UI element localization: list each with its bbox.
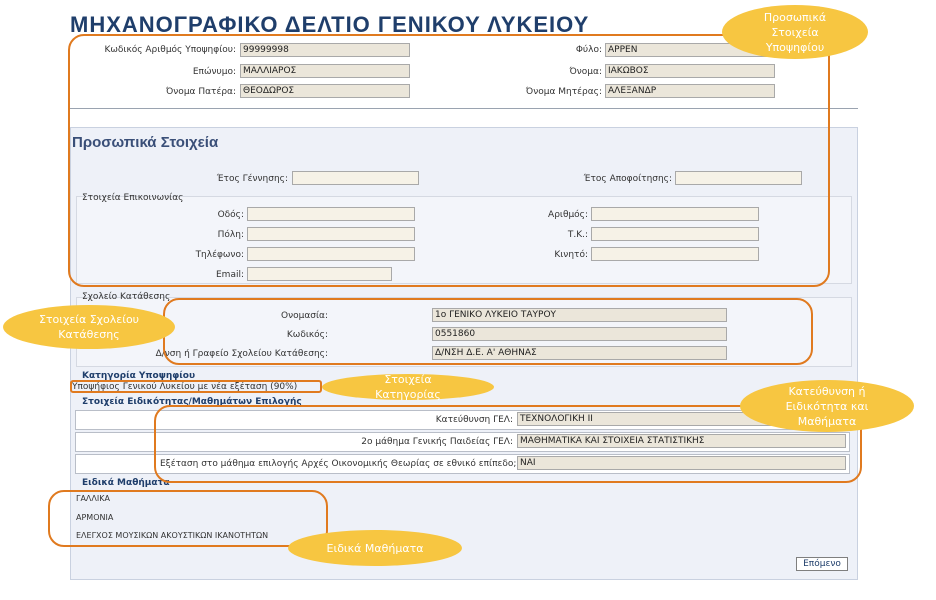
- first-name-label: Όνομα:: [569, 67, 602, 77]
- school-heading: Σχολείο Κατάθεσης: [82, 292, 171, 302]
- personal-callout: [68, 34, 830, 287]
- street-label: Οδός:: [217, 210, 244, 220]
- father-name-label: Όνομα Πατέρα:: [165, 87, 236, 97]
- page-title: ΜΗΧΑΝΟΓΡΑΦΙΚΟ ΔΕΛΤΙΟ ΓΕΝΙΚΟΥ ΛΥΚΕΙΟΥ: [70, 12, 590, 37]
- personal-note: Προσωπικά Στοιχεία Υποψηφίου: [722, 5, 868, 59]
- special-courses-note: Ειδικά Μαθήματα: [288, 530, 462, 566]
- direction-label: Κατεύθυνση ΓΕΛ:: [435, 415, 513, 425]
- next-button[interactable]: Επόμενο: [796, 557, 848, 571]
- category-value: Υποψήφιος Γενικού Λυκείου με νέα εξέταση (90%): [72, 382, 298, 392]
- special-courses-heading: Ειδικά Μαθήματα: [82, 478, 170, 488]
- school-note: Στοιχεία Σχολείου Κατάθεσης: [3, 305, 175, 349]
- category-callout: [70, 380, 322, 393]
- candidate-id-label: Κωδικός Αριθμός Υποψηφίου:: [104, 45, 236, 55]
- economics-exam-field: ΝΑΙ: [517, 456, 846, 470]
- list-item: ΓΑΛΛΙΚΑ: [76, 494, 110, 503]
- email-label: Email:: [215, 270, 244, 280]
- school-name-label: Ονομασία:: [281, 311, 328, 321]
- graduation-year-label: Έτος Αποφοίτησης:: [583, 174, 672, 184]
- school-office-label: Δ/νση ή Γραφείο Σχολείου Κατάθεσης:: [155, 349, 328, 359]
- surname-label: Επώνυμο:: [192, 67, 236, 77]
- father-name-field: ΘΕΟΔΩΡΟΣ: [240, 84, 410, 98]
- mother-name-field: ΑΛΕΞΑΝΔΡ: [605, 84, 775, 98]
- category-heading: Κατηγορία Υποψηφίου: [82, 371, 196, 381]
- city-label: Πόλη:: [217, 230, 244, 240]
- personal-heading: Προσωπικά Στοιχεία: [72, 134, 219, 151]
- candidate-id-field: 99999998: [240, 43, 410, 57]
- direction-field: ΤΕΧΝΟΛΟΓΙΚΗ ΙΙ: [517, 412, 846, 426]
- school-office-field: Δ/ΝΣΗ Δ.Ε. Α' ΑΘΗΝΑΣ: [432, 346, 727, 360]
- postcode-label: Τ.Κ.:: [567, 230, 588, 240]
- specialty-note: Κατεύθυνση ή Ειδικότητα και Μαθήματα: [740, 380, 914, 432]
- general-course-label: 2ο μάθημα Γενικής Παιδείας ΓΕΛ:: [361, 437, 513, 447]
- mother-name-label: Όνομα Μητέρας:: [525, 87, 602, 97]
- economics-exam-label: Εξέταση στο μάθημα επιλογής Αρχές Οικονομικής Θεωρίας σε εθνικό επίπεδο;: [160, 459, 517, 469]
- surname-field: ΜΑΛΛΙΑΡΟΣ: [240, 64, 410, 78]
- gender-field: ΑΡΡΕΝ: [605, 43, 775, 57]
- school-name-field: 1ο ΓΕΝΙΚΟ ΛΥΚΕΙΟ ΤΑΥΡΟΥ: [432, 308, 727, 322]
- phone-label: Τηλέφωνο:: [195, 250, 244, 260]
- birth-year-label: Έτος Γέννησης:: [216, 174, 288, 184]
- contact-heading: Στοιχεία Επικοινωνίας: [82, 193, 184, 203]
- first-name-field: ΙΑΚΩΒΟΣ: [605, 64, 775, 78]
- school-code-label: Κωδικός:: [286, 330, 328, 340]
- number-label: Αριθμός:: [548, 210, 588, 220]
- specialty-heading: Στοιχεία Ειδικότητας/Μαθημάτων Επιλογής: [82, 397, 302, 407]
- school-code-field: 0551860: [432, 327, 727, 341]
- general-course-field: ΜΑΘΗΜΑΤΙΚΑ ΚΑΙ ΣΤΟΙΧΕΙΑ ΣΤΑΤΙΣΤΙΚΗΣ: [517, 434, 846, 448]
- mobile-label: Κινητό:: [554, 250, 588, 260]
- gender-label: Φύλο:: [575, 45, 602, 55]
- list-item: ΑΡΜΟΝΙΑ: [76, 513, 114, 522]
- list-item: ΕΛΕΓΧΟΣ ΜΟΥΣΙΚΩΝ ΑΚΟΥΣΤΙΚΩΝ ΙΚΑΝΟΤΗΤΩΝ: [76, 531, 269, 540]
- category-note: Στοιχεία Κατηγορίας: [322, 374, 494, 400]
- special-courses-callout: [48, 490, 328, 547]
- school-callout: [163, 298, 813, 365]
